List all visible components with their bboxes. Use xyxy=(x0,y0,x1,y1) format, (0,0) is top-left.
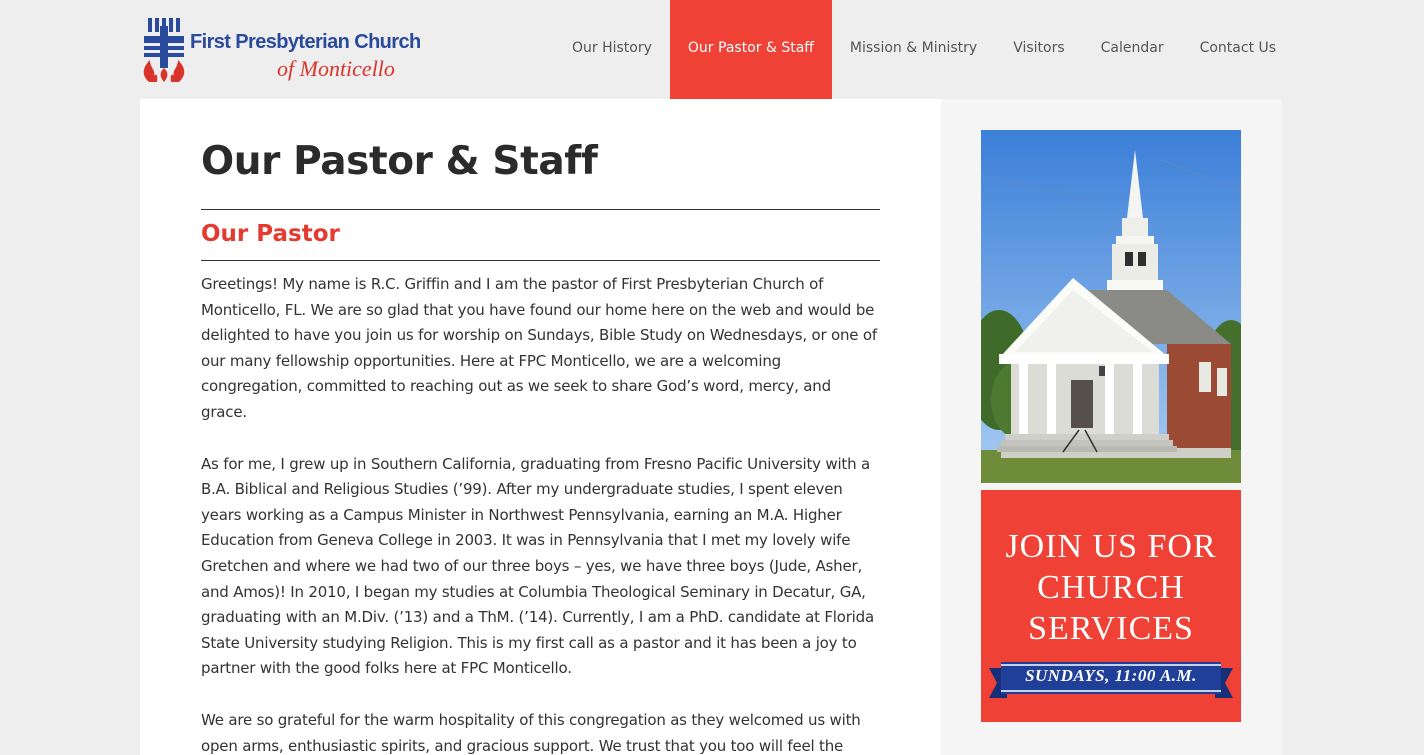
nav-item-visitors[interactable]: Visitors xyxy=(1013,40,1065,56)
paragraph: As for me, I grew up in Southern California, graduating from Fresno Pacific University with a B.A. Biblical and Religious Studies (’99). After my undergraduate studies, I spent eleven years working as a Campus Minister in Northwest Pennsylvania, earning an M.A. Higher Education from Geneva College in 2003. It was in Pennsylvania that I met my lovely wife Gretchen and where we had two of our three boys – yes, we have three boys (Jude, Asher, and Amos)! In 2010, I began my studies at Columbia Theological Seminary in Decatur, GA, graduating with an M.Div. (’13) and a ThM. (’14). Currently, I am a PhD. candidate at Florida State University studying Religion. This is my first call as a pastor and it has been a joy to partner with the good folks here at FPC Monticello. xyxy=(201,454,874,678)
church-building-photo xyxy=(981,130,1241,483)
promo-heading xyxy=(981,526,1241,649)
paragraph: We are so grateful for the warm hospitality of this congregation as they welcomed us with open arms, enthusiastic spirits, and gracious support. We trust that you too will feel the xyxy=(201,710,861,755)
church-services-banner[interactable] xyxy=(981,490,1241,722)
service-time: SUNDAYS, 11:00 A.M. xyxy=(1025,666,1197,685)
logo-location: of Monticello xyxy=(277,56,395,81)
presbyterian-cross-flame-icon xyxy=(140,18,188,82)
nav-item-mission-ministry[interactable]: Mission & Ministry xyxy=(849,40,978,56)
article xyxy=(201,99,880,755)
promo-line: JOIN US FOR xyxy=(1005,528,1217,565)
site-header xyxy=(140,0,1282,99)
nav-item-calendar[interactable]: Calendar xyxy=(1100,40,1164,56)
site-logo[interactable] xyxy=(140,18,421,82)
page-title: Our Pastor & Staff xyxy=(201,139,598,184)
promo-line: CHURCH xyxy=(1037,569,1185,606)
nav-item-contact-us[interactable]: Contact Us xyxy=(1199,40,1277,56)
paragraph: Greetings! My name is R.C. Griffin and I am the pastor of First Presbyterian Church of Monticello, FL. We are so glad that you have found our home here on the web and would be delighted to have you join us for worship on Sundays, Bible Study on Wednesdays, or one of our many fellowship opportunities. Here at FPC Monticello, we are a welcoming congregation, committed to reaching out as we seek to share God’s word, mercy, and grace. xyxy=(201,275,877,421)
sidebar xyxy=(941,99,1282,755)
divider xyxy=(201,260,880,261)
main-nav xyxy=(554,0,1294,99)
promo-line: SERVICES xyxy=(1028,610,1194,647)
logo-church-name: First Presbyterian Church xyxy=(190,31,421,53)
section-heading: Our Pastor xyxy=(201,221,340,247)
divider xyxy=(201,209,880,210)
nav-item-our-pastor-staff[interactable]: Our Pastor & Staff xyxy=(670,0,832,99)
nav-item-our-history[interactable]: Our History xyxy=(572,40,652,56)
main-content xyxy=(140,99,941,755)
